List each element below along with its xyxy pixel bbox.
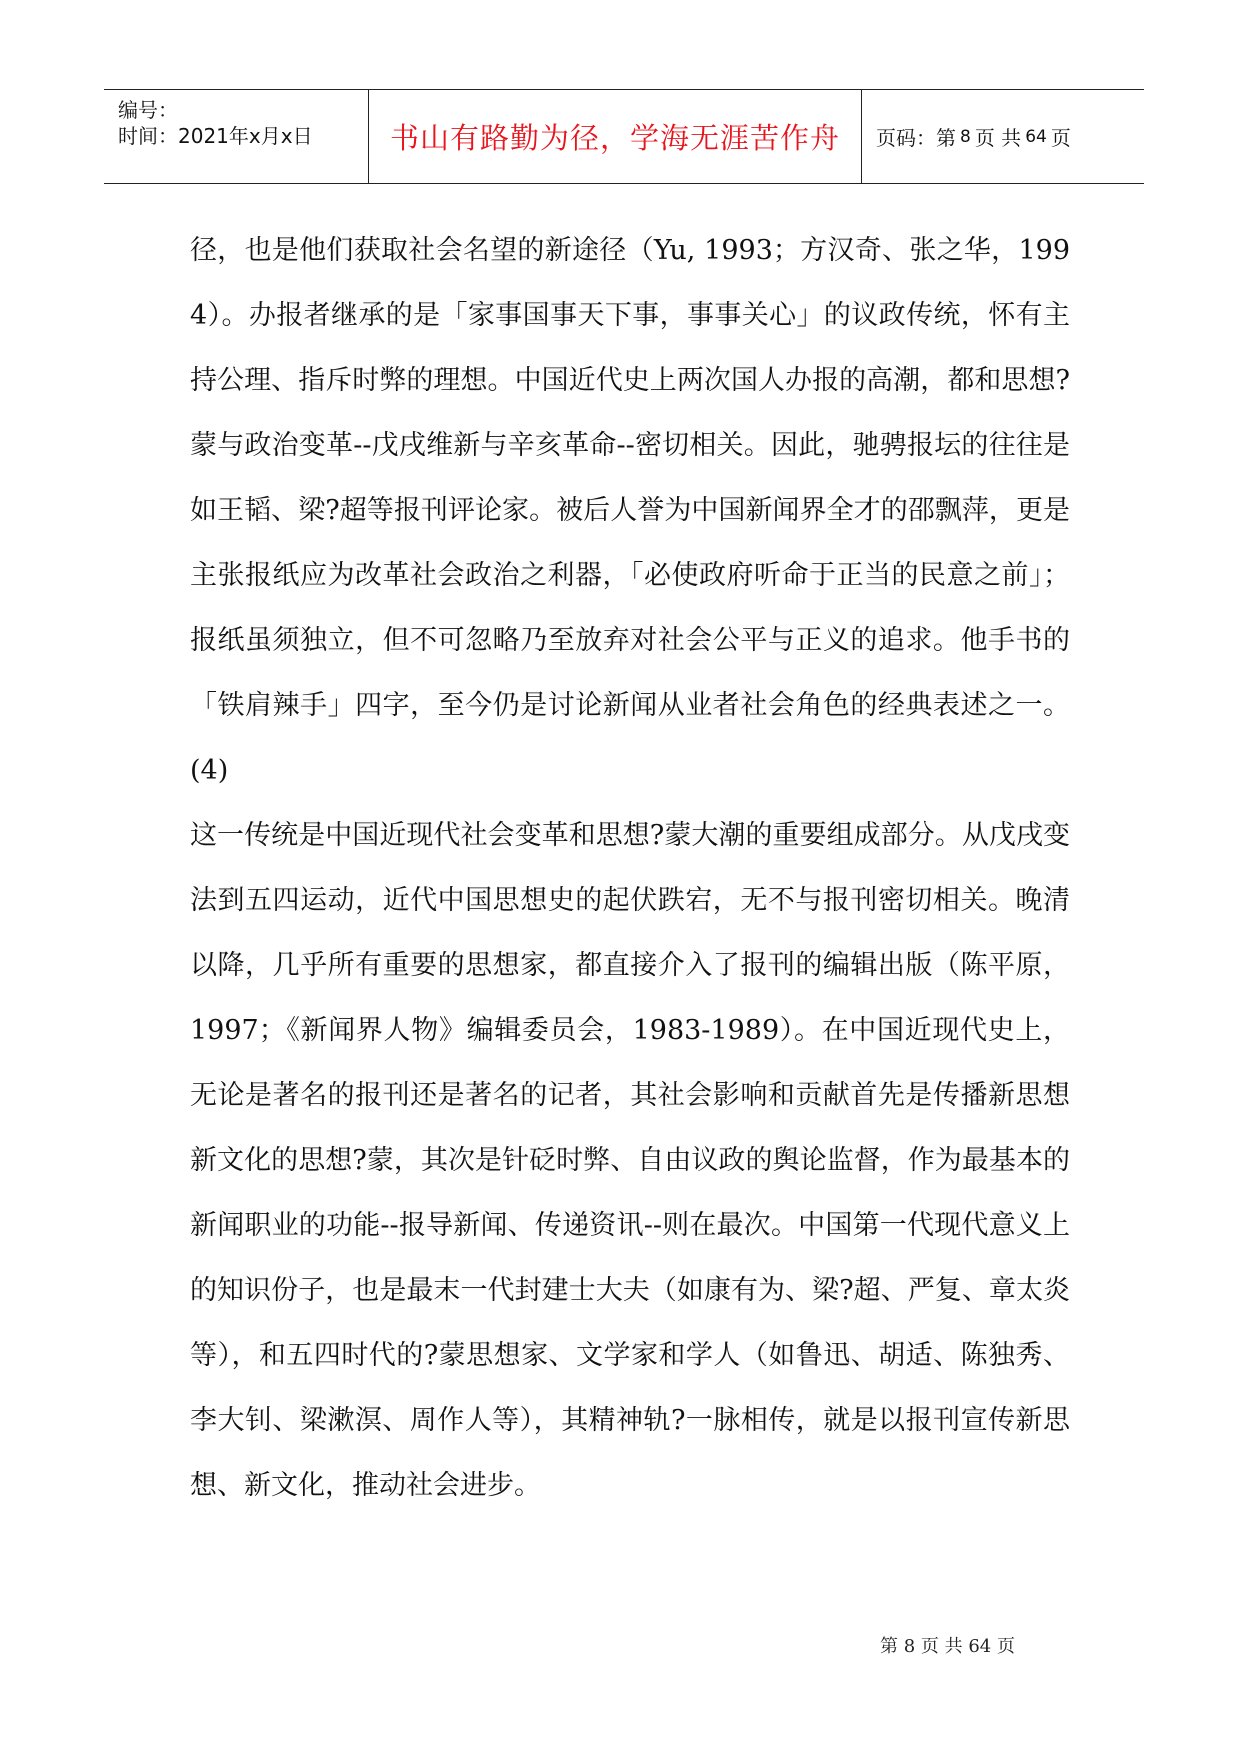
- page-total: 64: [1025, 126, 1047, 147]
- page-footer: 第 8 页 共 64 页: [880, 1636, 1015, 1657]
- page-header: [104, 89, 1144, 184]
- date-text: 时间：2021年x月x日: [118, 124, 313, 148]
- page-suffix: 页: [1050, 126, 1071, 150]
- document-body: [190, 218, 1070, 1518]
- page-prefix: 页码：第: [876, 126, 956, 150]
- header-motto: 书山有路勤为径，学海无涯苦作舟: [389, 121, 840, 155]
- header-page-info: [862, 90, 1144, 183]
- header-motto-cell: [369, 90, 862, 183]
- page-current: 8: [960, 126, 971, 147]
- page-middle: 页 共: [974, 126, 1022, 150]
- header-meta: [104, 90, 369, 183]
- serial-label: 编号：: [118, 98, 178, 122]
- body-paragraph-1: 径，也是他们获取社会名望的新途径（Yu, 1993；方汉奇、张之华，1994）。办报者继承的是「家事国事天下事，事事关心」的议政传统，怀有主持公理、指斥时弊的理想。中国近代史上两次国人办报的高潮，都和思想?蒙与政治变革--戊戌维新与辛亥革命--密切相关。因此，驰骋报坛的往往是如王韬、梁?超等报刊评论家。被后人誉为中国新闻界全才的邵飘萍，更是主张报纸应为改革社会政治之利器，「必使政府听命于正当的民意之前」；报纸虽须独立，但不可忽略乃至放弃对社会公平与正义的追求。他手书的「铁肩辣手」四字，至今仍是讨论新闻从业者社会角色的经典表述之一。 (4): [190, 235, 1070, 786]
- body-paragraph-2: 这一传统是中国近现代社会变革和思想?蒙大潮的重要组成部分。从戊戌变法到五四运动，近代中国思想史的起伏跌宕，无不与报刊密切相关。晚清以降，几乎所有重要的思想家，都直接介入了报刊的编辑出版（陈平原，1997；《新闻界人物》编辑委员会，1983-1989）。在中国近现代史上，无论是著名的报刊还是著名的记者，其社会影响和贡献首先是传播新思想新文化的思想?蒙，其次是针砭时弊、自由议政的舆论监督，作为最基本的新闻职业的功能--报导新闻、传递资讯--则在最次。中国第一代现代意义上的知识份子，也是最末一代封建士大夫（如康有为、梁?超、严复、章太炎等），和五四时代的?蒙思想家、文学家和学人（如鲁迅、胡适、陈独秀、李大钊、梁漱溟、周作人等），其精神轨?一脉相传，就是以报刊宣传新思想、新文化，推动社会进步。: [190, 820, 1070, 1501]
